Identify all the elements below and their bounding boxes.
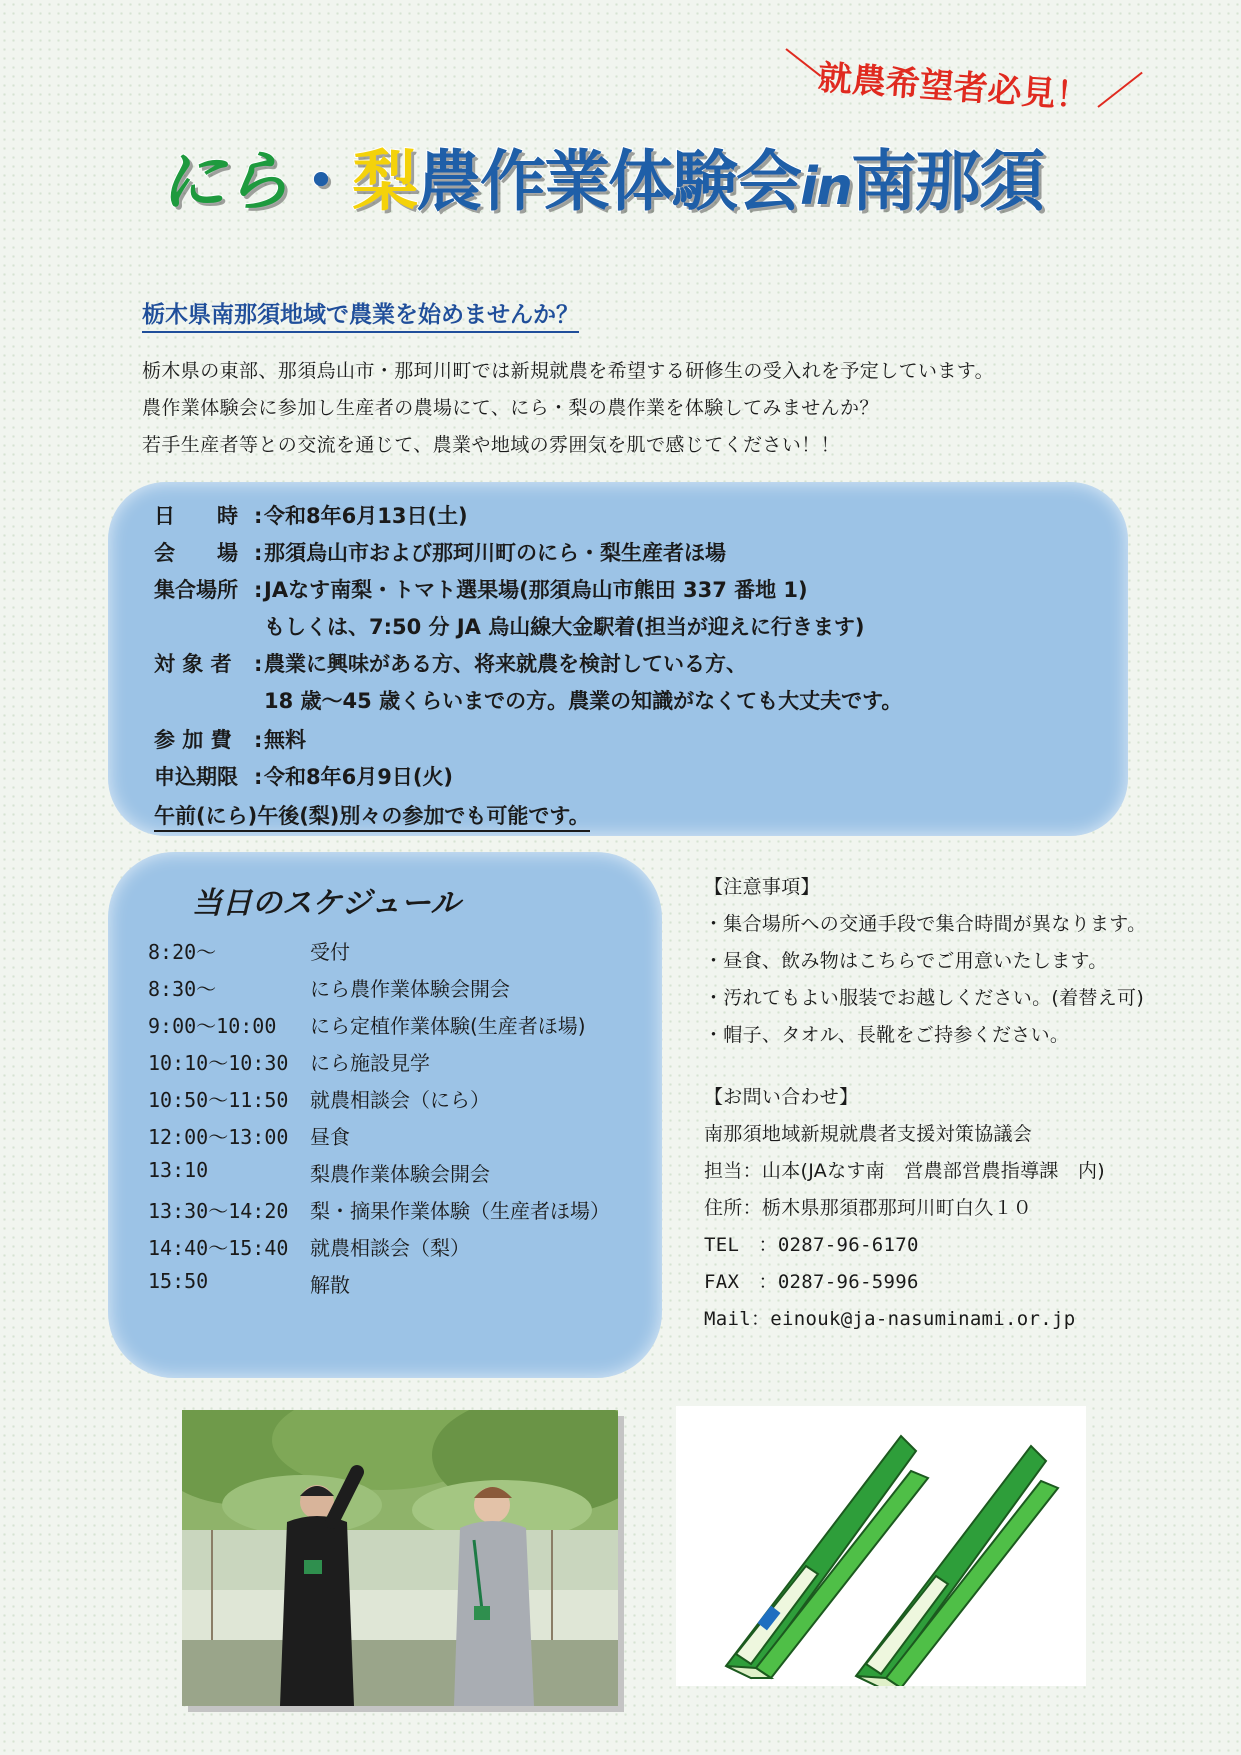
schedule-item: にら農作業体験会開会 — [310, 977, 510, 1001]
page-title — [160, 128, 1043, 223]
info-meeting-value-2: もしくは、7:50 分 JA 烏山線大金駅着(担当が迎えに行きます) — [264, 615, 865, 639]
title-nira: にら — [160, 143, 288, 220]
info-deadline-label: 申込期限 — [154, 765, 238, 789]
info-colon: : — [254, 728, 263, 752]
info-venue-row — [154, 537, 726, 567]
info-meeting-value: JAなす南梨・トマト選果場(那須烏山市熊田 337 番地 1) — [264, 578, 808, 602]
schedule-time: 15:50 — [148, 1269, 209, 1293]
info-colon: : — [254, 541, 263, 565]
info-target-value: 農業に興味がある方、将来就農を検討している方、 — [264, 652, 747, 676]
schedule-item: 受付 — [310, 940, 350, 964]
event-info-panel — [108, 482, 1128, 836]
schedule-item: 解散 — [310, 1273, 350, 1297]
schedule-time: 9:00～10:00 — [148, 1014, 277, 1038]
schedule-time: 14:40～15:40 — [148, 1236, 289, 1260]
notes-item: ・集合場所への交通手段で集合時間が異なります。 — [704, 913, 1147, 935]
callout-left-stroke — [785, 48, 821, 77]
schedule-panel — [108, 852, 662, 1378]
info-venue-value: 那須烏山市および那珂川町のにら・梨生産者ほ場 — [264, 541, 726, 565]
info-target-value-2: 18 歳～45 歳くらいまでの方。農業の知識がなくても大丈夫です。 — [264, 689, 903, 713]
contact-fax: FAX ：0287-96-5996 — [704, 1271, 919, 1293]
schedule-time: 8:30～ — [148, 977, 217, 1001]
info-target-row — [154, 648, 747, 678]
info-colon: : — [254, 578, 263, 602]
info-colon: : — [254, 765, 263, 789]
info-meeting-row — [154, 574, 808, 604]
info-fee-value: 無料 — [264, 728, 306, 752]
notes-heading: 【注意事項】 — [704, 876, 820, 898]
intro-line: 農作業体験会に参加し生産者の農場にて、にら・梨の農作業を体験してみませんか？ — [142, 397, 879, 419]
schedule-item: 昼食 — [310, 1125, 350, 1149]
farm-work-photo — [182, 1410, 618, 1706]
schedule-item: にら施設見学 — [310, 1051, 430, 1075]
nira-bundle-icon — [676, 1406, 1086, 1686]
notes-item: ・帽子、タオル、長靴をご持参ください。 — [704, 1024, 1070, 1046]
schedule-time: 12:00～13:00 — [148, 1125, 289, 1149]
info-date-row — [154, 500, 468, 530]
title-in: in — [800, 157, 851, 217]
schedule-item: 就農相談会（にら） — [310, 1088, 490, 1112]
callout — [780, 30, 1160, 120]
intro-line: 若手生産者等との交流を通じて、農業や地域の雰囲気を肌で感じてください！！ — [142, 434, 841, 456]
schedule-item: 梨・摘果作業体験（生産者ほ場） — [310, 1199, 610, 1223]
notes-item: ・昼食、飲み物はこちらでご用意いたします。 — [704, 950, 1108, 972]
info-meeting-label: 集合場所 — [154, 578, 238, 602]
schedule-item: 梨農作業体験会開会 — [310, 1162, 490, 1186]
schedule-item: にら定植作業体験(生産者ほ場) — [310, 1014, 586, 1038]
intro-line: 栃木県の東部、那須烏山市・那珂川町では新規就農を希望する研修生の受入れを予定しています。 — [142, 360, 995, 382]
info-date-value: 令和8年6月13日(土) — [264, 504, 468, 528]
intro-heading: 栃木県南那須地域で農業を始めませんか？ — [142, 296, 579, 333]
title-place: 南那須 — [850, 143, 1043, 220]
info-date-label: 日 時 — [154, 504, 238, 528]
contact-mail[interactable]: Mail：einouk@ja-nasuminami.or.jp — [704, 1308, 1076, 1330]
nira-illustration — [676, 1406, 1086, 1686]
info-deadline-row — [154, 761, 453, 791]
title-nashi: 梨 — [352, 143, 416, 220]
contact-address: 住所：栃木県那須郡那珂川町白久１０ — [704, 1197, 1033, 1219]
farm-work-photo-art — [182, 1410, 618, 1706]
schedule-time: 13:10 — [148, 1158, 209, 1182]
info-venue-label: 会 場 — [154, 541, 238, 565]
info-note: 午前(にら)午後(梨)別々の参加でも可能です。 — [154, 800, 590, 832]
contact-tel: TEL ：0287-96-6170 — [704, 1234, 919, 1256]
info-fee-label: 参 加 費 — [154, 728, 232, 752]
callout-text: 就農希望者必見！ — [816, 57, 1091, 117]
schedule-time: 10:10～10:30 — [148, 1051, 289, 1075]
notes-item: ・汚れてもよい服装でお越しください。(着替え可) — [704, 987, 1145, 1009]
contact-person: 担当：山本(JAなす南 営農部営農指導課 内) — [704, 1160, 1105, 1182]
schedule-time: 8:20～ — [148, 940, 217, 964]
schedule-item: 就農相談会（梨） — [310, 1236, 470, 1260]
contact-org: 南那須地域新規就農者支援対策協議会 — [704, 1123, 1033, 1145]
info-colon: : — [254, 652, 263, 676]
callout-right-stroke — [1097, 72, 1142, 108]
schedule-time: 10:50～11:50 — [148, 1088, 289, 1112]
title-main: 農作業体験会 — [416, 143, 800, 220]
info-fee-row — [154, 724, 306, 754]
schedule-time: 13:30～14:20 — [148, 1199, 289, 1223]
schedule-title: 当日のスケジュール — [192, 886, 461, 921]
info-target-label: 対 象 者 — [154, 652, 232, 676]
title-dot: ・ — [288, 143, 352, 220]
info-colon: : — [254, 504, 263, 528]
contact-heading: 【お問い合わせ】 — [704, 1086, 859, 1108]
info-deadline-value: 令和8年6月9日(火) — [264, 765, 454, 789]
